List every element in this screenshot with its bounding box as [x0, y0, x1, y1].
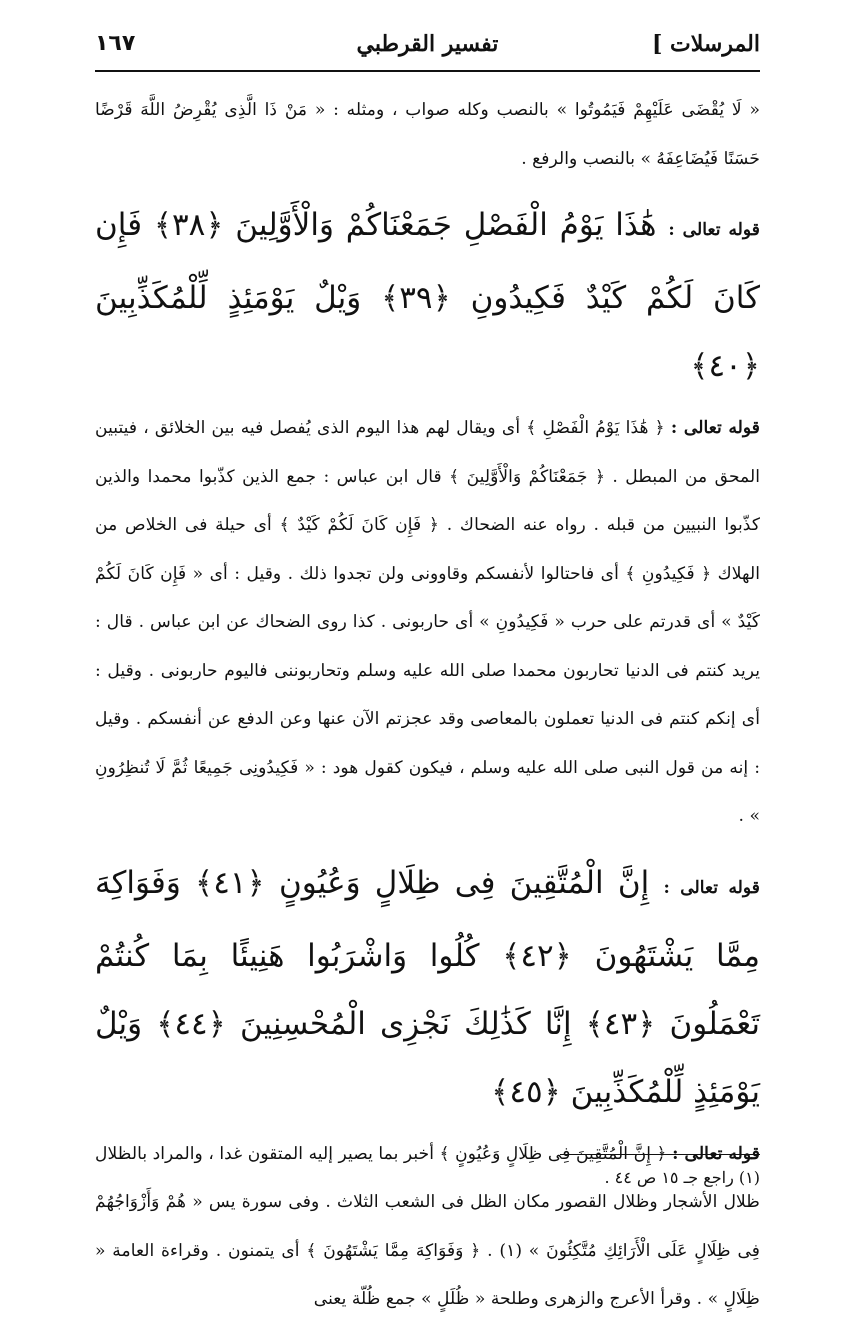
- commentary-38-40: [95, 404, 760, 841]
- commentary-lead: قوله تعالى :: [672, 1143, 760, 1164]
- surah-name: المرسلات ]: [651, 31, 760, 57]
- commentary-41-45: [95, 1130, 760, 1324]
- quran-verse-38-40: [95, 191, 760, 400]
- commentary-text: ﴿ إِنَّ الْمُتَّقِينَ فِى ظِلَالٍ وَعُيُونٍ ﴾ أخبر بما يصير إليه المتقون غدا ، والمراد بالظلال ظلال الأشجار وظلال القصور مكان الظل فى الشعب الثلاث . وفى سورة يس « هُمْ وَأَزْوَاجُهُمْ فِى ظِلَالٍ عَلَى الْأَرَائِكِ مُتَّكِئُونَ » (١) . ﴿ وَفَوَاكِهَ مِمَّا يَشْتَهُونَ ﴾ أى يتمنون . وقراءة العامة « ظِلَالٍ » . وقرأ الأعرج والزهرى وطلحة « ظُلَلٍ » جمع ظُلّة يعنى: [95, 1143, 760, 1309]
- verse-text: هَٰذَا يَوْمُ الْفَصْلِ جَمَعْنَاكُمْ وَالْأَوَّلِينَ ﴿٣٨﴾ فَإِن كَانَ لَكُمْ كَيْدٌ فَكِيدُونِ ﴿٣٩﴾ وَيْلٌ يَوْمَئِذٍ لِّلْمُكَذِّبِينَ ﴿٤٠﴾: [95, 207, 760, 384]
- paragraph-intro: « لَا يُقْضَى عَلَيْهِمْ فَيَمُوتُوا » بالنصب وكله صواب ، ومثله : « مَنْ ذَا الَّذِى يُقْرِضُ اللَّهَ قَرْضًا حَسَنًا فَيُضَاعِفَهُ » بالنصب والرفع .: [95, 100, 760, 169]
- commentary-text: ﴿ هَٰذَا يَوْمُ الْفَصْلِ ﴾ أى ويقال لهم هذا اليوم الذى يُفصل فيه بين الخلائق ، فيتبين المحق من المبطل . ﴿ جَمَعْنَاكُمْ وَالْأَوَّلِينَ ﴾ قال ابن عباس : جمع الذين كذّبوا محمدا والذين كذّبوا النبيين من قبله . رواه عنه الضحاك . ﴿ فَإِن كَانَ لَكُمْ كَيْدٌ ﴾ أى حيلة فى الخلاص من الهلاك ﴿ فَكِيدُونِ ﴾ أى فاحتالوا لأنفسكم وقاوونى ولن تجدوا ذلك . وقيل : أى « فَإِن كَانَ لَكُمْ كَيْدٌ » أى قدرتم على حرب « فَكِيدُونِ » أى حاربونى . كذا روى الضحاك عن ابن عباس . قال : يريد كنتم فى الدنيا تحاربون محمدا صلى الله عليه وسلم وتحاربوننى فاليوم حاربونى . وقيل : أى إنكم كنتم فى الدنيا تعملون بالمعاصى وقد عجزتم الآن عنها وعن الدفع عن أنفسكم . وقيل : إنه من قول النبى صلى الله عليه وسلم ، فيكون كقول هود : « فَكِيدُونِى جَمِيعًا ثُمَّ لَا تُنظِرُونِ » .: [95, 418, 761, 826]
- page-number: ١٦٧: [95, 31, 136, 56]
- footnote-divider: [560, 1154, 760, 1155]
- verse-lead: قوله تعالى :: [663, 877, 761, 898]
- book-page: [95, 18, 761, 1309]
- book-title: تفسير القرطبي: [356, 31, 499, 57]
- commentary-lead: قوله تعالى :: [670, 418, 761, 438]
- footnote: (١) راجع جـ ١٥ ص ٤٤ .: [604, 1168, 760, 1187]
- verse-lead: قوله تعالى :: [668, 220, 760, 240]
- running-header: [95, 18, 760, 72]
- quran-verse-41-45: [95, 849, 760, 1126]
- verse-text: إِنَّ الْمُتَّقِينَ فِى ظِلَالٍ وَعُيُونٍ ﴿٤١﴾ وَفَوَاكِهَ مِمَّا يَشْتَهُونَ ﴿٤٢﴾ كُلُوا وَاشْرَبُوا هَنِيئًا بِمَا كُنتُمْ تَعْمَلُونَ ﴿٤٣﴾ إِنَّا كَذَٰلِكَ نَجْزِى الْمُحْسِنِينَ ﴿٤٤﴾ وَيْلٌ يَوْمَئِذٍ لِّلْمُكَذِّبِينَ ﴿٤٥﴾: [95, 864, 760, 1110]
